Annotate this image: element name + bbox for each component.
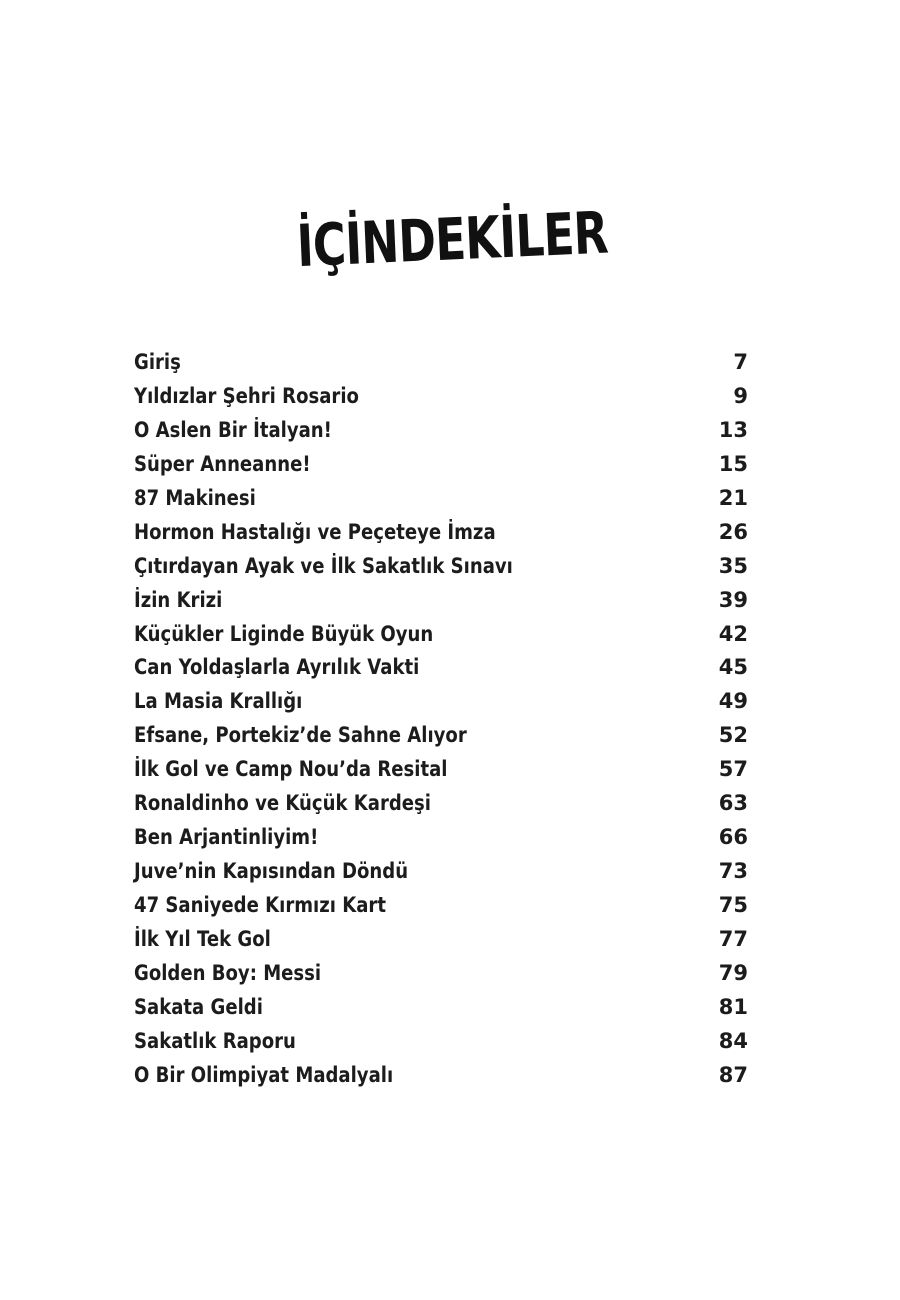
toc-entry-page: 87	[718, 1062, 748, 1087]
toc-entry-page: 9	[733, 383, 748, 408]
toc-entry-page: 63	[718, 791, 748, 816]
toc-entry-page: 13	[718, 417, 748, 442]
toc-entry	[134, 685, 748, 719]
toc-entry-page: 42	[718, 621, 748, 646]
toc-entry-page: 73	[718, 859, 748, 884]
toc-entry-title: Ben Arjantinliyim!	[134, 825, 319, 850]
toc-entry-page: 66	[718, 825, 748, 850]
toc-entry	[134, 414, 748, 448]
toc-entry	[134, 957, 748, 991]
toc-entry	[134, 889, 748, 923]
page-title: İÇİNDEKİLER	[295, 198, 610, 281]
toc-entry	[134, 923, 748, 957]
toc-entry	[134, 787, 748, 821]
table-of-contents	[134, 346, 748, 1093]
toc-entry-title: O Bir Olimpiyat Madalyalı	[134, 1062, 394, 1087]
toc-entry	[134, 550, 748, 584]
toc-entry-page: 7	[733, 350, 748, 374]
toc-entry	[134, 1059, 748, 1093]
toc-entry	[134, 380, 748, 414]
toc-entry-page: 52	[718, 723, 748, 748]
toc-entry-title: Efsane, Portekiz’de Sahne Alıyor	[134, 723, 467, 748]
toc-entry	[134, 618, 748, 652]
toc-entry	[134, 516, 748, 550]
toc-entry-title: Sakatlık Raporu	[134, 1028, 296, 1053]
toc-entry-page: 81	[718, 994, 748, 1019]
toc-entry-title: Juve’nin Kapısından Döndü	[134, 859, 409, 884]
toc-entry-page: 45	[718, 655, 748, 680]
toc-entry-page: 15	[718, 451, 748, 476]
toc-entry	[134, 753, 748, 787]
toc-entry	[134, 346, 748, 380]
toc-entry	[134, 1025, 748, 1059]
toc-entry-title: İlk Yıl Tek Gol	[134, 926, 271, 951]
toc-entry-page: 35	[718, 553, 748, 578]
toc-entry-page: 26	[718, 519, 748, 544]
toc-entry	[134, 651, 748, 685]
toc-entry-title: Golden Boy: Messi	[134, 960, 322, 985]
toc-entry-title: Çıtırdayan Ayak ve İlk Sakatlık Sınavı	[134, 553, 513, 578]
toc-entry-title: Hormon Hastalığı ve Peçeteye İmza	[134, 519, 496, 544]
toc-entry-title: Can Yoldaşlarla Ayrılık Vakti	[134, 655, 420, 680]
toc-entry-page: 79	[718, 960, 748, 985]
toc-entry	[134, 855, 748, 889]
toc-entry-page: 39	[718, 587, 748, 612]
toc-entry-title: Giriş	[134, 350, 181, 374]
toc-entry	[134, 821, 748, 855]
toc-entry	[134, 719, 748, 753]
toc-entry-page: 84	[718, 1028, 748, 1053]
toc-entry	[134, 448, 748, 482]
toc-entry-page: 49	[718, 689, 748, 714]
toc-entry-title: 87 Makinesi	[134, 485, 256, 510]
toc-entry-title: Yıldızlar Şehri Rosario	[134, 383, 359, 408]
toc-entry-title: O Aslen Bir İtalyan!	[134, 417, 332, 442]
toc-entry-title: La Masia Krallığı	[134, 689, 303, 714]
toc-entry-title: İzin Krizi	[134, 587, 223, 612]
toc-entry-title: 47 Saniyede Kırmızı Kart	[134, 893, 386, 917]
toc-entry	[134, 991, 748, 1025]
toc-entry-title: Süper Anneanne!	[134, 451, 311, 476]
toc-entry	[134, 482, 748, 516]
toc-entry	[134, 584, 748, 618]
toc-entry-page: 21	[718, 485, 748, 510]
toc-entry-page: 75	[718, 893, 748, 917]
toc-entry-title: Sakata Geldi	[134, 994, 263, 1019]
toc-entry-title: Ronaldinho ve Küçük Kardeşi	[134, 791, 431, 816]
toc-entry-page: 77	[718, 926, 748, 951]
toc-entry-title: İlk Gol ve Camp Nou’da Resital	[134, 757, 448, 782]
toc-entry-title: Küçükler Liginde Büyük Oyun	[134, 621, 434, 646]
toc-entry-page: 57	[718, 757, 748, 782]
